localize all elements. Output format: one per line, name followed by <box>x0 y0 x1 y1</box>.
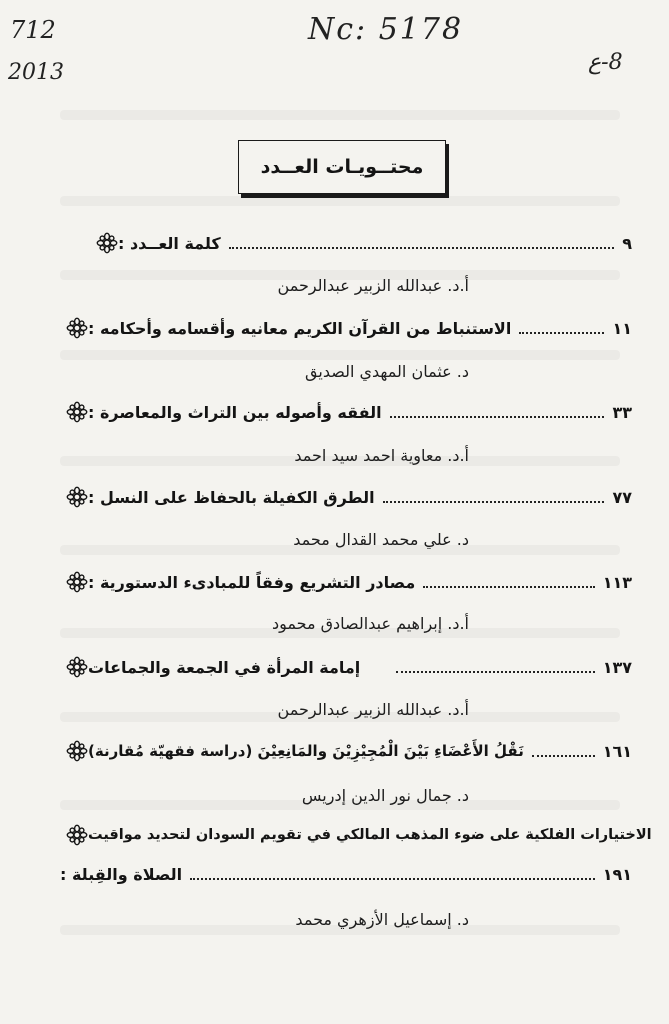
leader-dots <box>396 671 594 673</box>
leader-dots <box>390 416 605 418</box>
page-number: ٩ <box>622 233 632 253</box>
toc-entry[interactable] <box>90 226 632 260</box>
leader-dots <box>383 501 605 503</box>
leader-dots <box>532 755 595 757</box>
handwritten-acquisition-number: Nc: 5178 <box>308 12 464 47</box>
entry-author: د. علي محمد القدال محمد <box>293 530 469 549</box>
flower-bullet-icon <box>66 740 88 762</box>
flower-bullet-icon <box>66 571 88 593</box>
flower-bullet-icon <box>66 401 88 423</box>
entry-title: الفقه وأصوله بين التراث والمعاصرة : <box>88 402 382 422</box>
entry-title: الاستنباط من القرآن الكريم معانيه وأقسامه وأحكامه : <box>88 318 512 338</box>
entry-author: د. جمال نور الدين إدريس <box>301 786 469 805</box>
page-number: ١٦١ <box>602 741 632 761</box>
leader-dots <box>519 332 604 334</box>
entry-author: أ.د. معاوية احمد سيد احمد <box>294 446 469 465</box>
leader-dots <box>423 586 594 588</box>
flower-bullet-icon <box>66 824 88 846</box>
entry-author: أ.د. إبراهيم عبدالصادق محمود <box>271 614 469 633</box>
flower-bullet-icon <box>66 656 88 678</box>
page-number: ٣٣ <box>612 402 632 422</box>
page-title: محتــويـات العــدد <box>238 140 446 194</box>
entry-title: الطرق الكفيلة بالحفاظ على النسل : <box>88 487 375 507</box>
leader-dots <box>190 878 595 880</box>
flower-bullet-icon <box>96 232 118 254</box>
entry-author: د. عثمان المهدي الصديق <box>305 362 469 381</box>
entry-title: نَقْلُ الأَعْضَاءِ بَيْنَ الْمُجِيْزِيْنَ والمَانِعِيْنَ (دراسة فقهيّة مُقارنة) <box>88 742 524 760</box>
page-number: ٧٧ <box>612 487 632 507</box>
entry-title: إمامة المرأة في الجمعة والجماعات <box>88 657 361 677</box>
toc-entry[interactable] <box>60 734 632 768</box>
flower-bullet-icon <box>66 486 88 508</box>
page-number: ١١ <box>612 318 632 338</box>
handwritten-code: 8-ع <box>588 50 623 75</box>
toc-entry[interactable] <box>60 480 632 514</box>
toc-entry[interactable] <box>60 818 652 852</box>
bleed-through-line <box>60 350 620 360</box>
bleed-through-line <box>60 110 620 120</box>
toc-entry[interactable] <box>60 650 632 684</box>
entry-author: أ.د. عبدالله الزبير عبدالرحمن <box>277 700 469 719</box>
entry-title: مصادر التشريع وفقاً للمبادىء الدستورية : <box>88 572 416 592</box>
page-number: ١٩١ <box>602 864 632 884</box>
bleed-through-line <box>60 196 620 206</box>
entry-title: كلمة العــدد : <box>118 233 221 253</box>
handwritten-number: 712 <box>10 16 56 44</box>
leader-dots <box>229 247 615 249</box>
toc-entry[interactable] <box>60 395 632 429</box>
entry-title-continuation: الصلاة والقِبلة : <box>60 864 183 884</box>
handwritten-year: 2013 <box>8 60 64 85</box>
entry-author: د. إسماعيل الأزهري محمد <box>295 910 469 929</box>
page-number: ١١٣ <box>602 572 632 592</box>
flower-bullet-icon <box>66 317 88 339</box>
toc-entry[interactable] <box>60 565 632 599</box>
entry-title: الاختيارات الفلكية على ضوء المذهب المالكي في تقويم السودان لتحديد مواقيت <box>88 827 652 843</box>
entry-author: أ.د. عبدالله الزبير عبدالرحمن <box>277 276 469 295</box>
toc-entry[interactable] <box>60 311 632 345</box>
page-number: ١٣٧ <box>602 657 632 677</box>
toc-entry-continuation[interactable] <box>60 857 632 891</box>
